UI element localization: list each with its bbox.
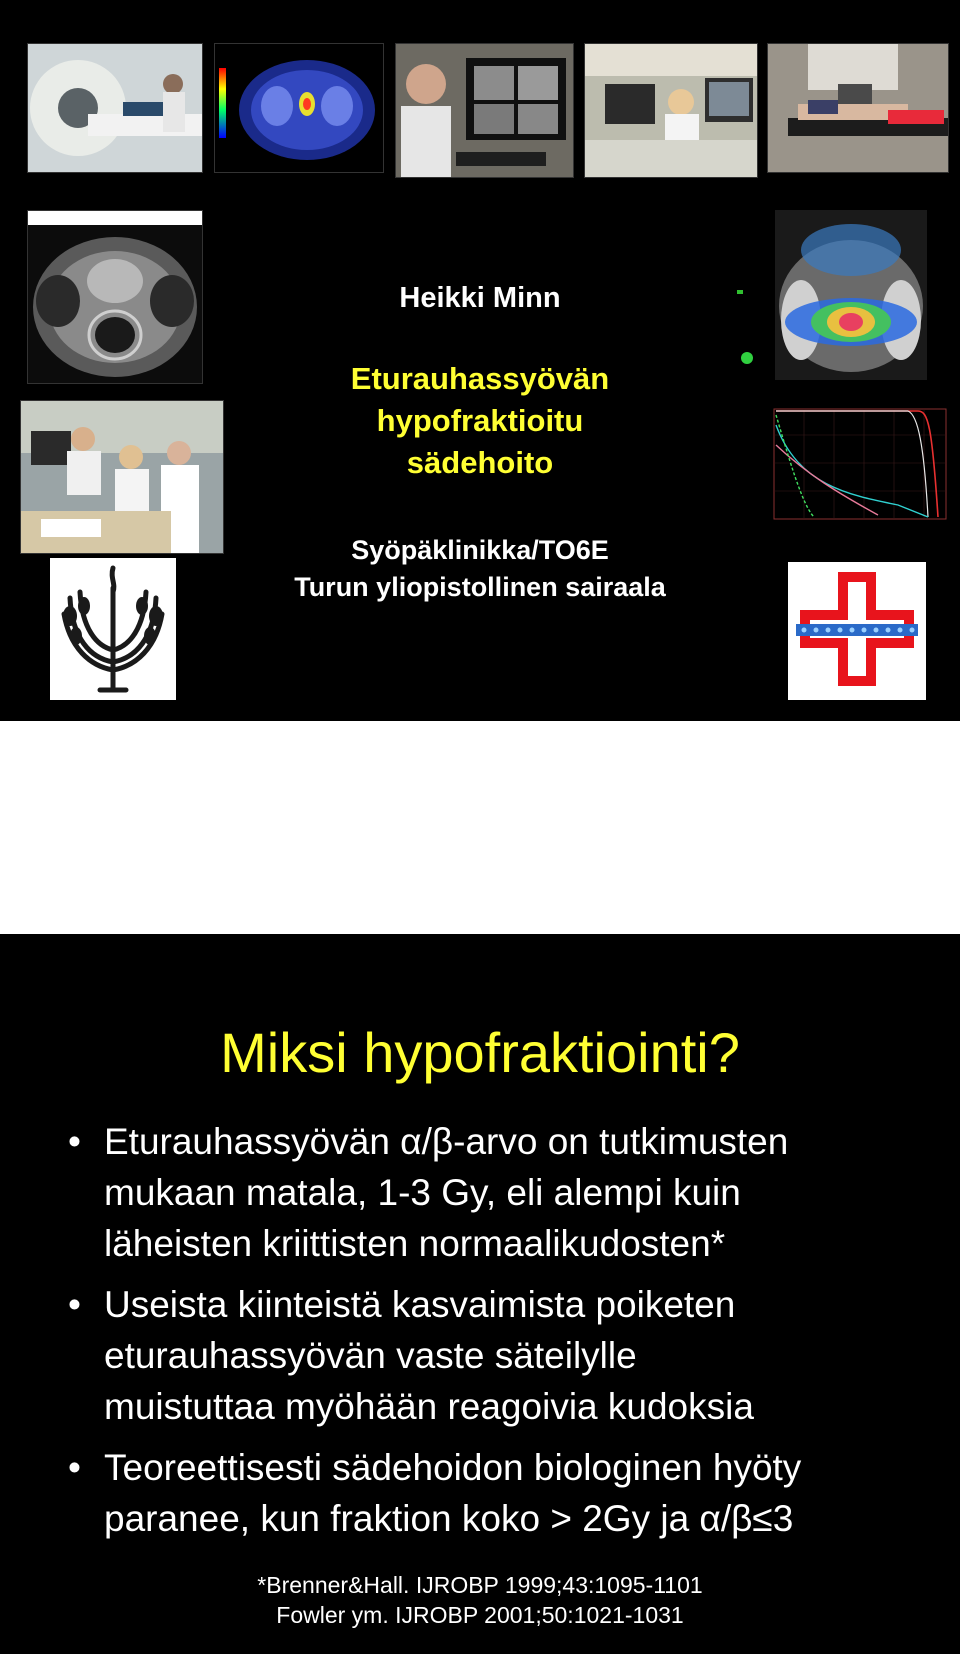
- affiliation-line-1: Syöpäklinikka/TO6E: [351, 535, 609, 565]
- author-name: Heikki Minn: [399, 282, 561, 314]
- bullet-list: [62, 1116, 942, 1554]
- title-line-2: hypofraktioitu: [376, 403, 584, 438]
- title-line-3: sädehoito: [406, 445, 554, 480]
- university-torch-logo: [50, 558, 176, 700]
- team-meeting-photo: [20, 400, 224, 554]
- dose-volume-histogram-image: [768, 405, 954, 527]
- bullet-line: eturauhassyövän vaste säteilylle: [104, 1335, 637, 1376]
- bullet-item: [62, 1442, 942, 1544]
- bullet-line: mukaan matala, 1-3 Gy, eli alempi kuin: [104, 1172, 741, 1213]
- bullet-marker: •: [68, 1284, 81, 1325]
- slide-title: Miksi hypofraktiointi?: [220, 1021, 740, 1084]
- presentation-title: [230, 358, 730, 484]
- bullet-line: muistuttaa myöhään reagoivia kudoksia: [104, 1386, 754, 1427]
- bullet-line: läheisten kriittisten normaalikudosten*: [104, 1223, 726, 1264]
- affiliation-line-2: Turun yliopistollinen sairaala: [294, 572, 666, 602]
- affiliation: [230, 532, 730, 606]
- references: [0, 1570, 960, 1630]
- title-line-1: Eturauhassyövän: [350, 361, 610, 396]
- dose-distribution-ct-image: [735, 210, 927, 380]
- bullet-line: Eturauhassyövän α/β-arvo on tutkimusten: [104, 1121, 789, 1162]
- radiologist-workstation-photo: [395, 43, 574, 178]
- hospital-red-cross-logo: [788, 562, 926, 700]
- bullet-marker: •: [68, 1447, 81, 1488]
- bullet-item: [62, 1279, 942, 1432]
- pet-scan-image: [214, 43, 384, 173]
- bullet-item: [62, 1116, 942, 1269]
- linear-accelerator-photo: [767, 43, 949, 173]
- planning-office-photo: [584, 43, 758, 178]
- reference-line: Fowler ym. IJROBP 2001;50:1021-1031: [276, 1602, 684, 1628]
- title-slide: [0, 0, 960, 721]
- bullet-marker: •: [68, 1121, 81, 1162]
- bullet-line: Teoreettisesti sädehoidon biologinen hyöty: [104, 1447, 802, 1488]
- bullet-line: Useista kiinteistä kasvaimista poiketen: [104, 1284, 736, 1325]
- reference-line: *Brenner&Hall. IJROBP 1999;43:1095-1101: [257, 1572, 703, 1598]
- mri-pelvis-image: [27, 210, 203, 384]
- ct-scanner-photo: [27, 43, 203, 173]
- bullet-line: paranee, kun fraktion koko > 2Gy ja α/β≤3: [104, 1498, 794, 1539]
